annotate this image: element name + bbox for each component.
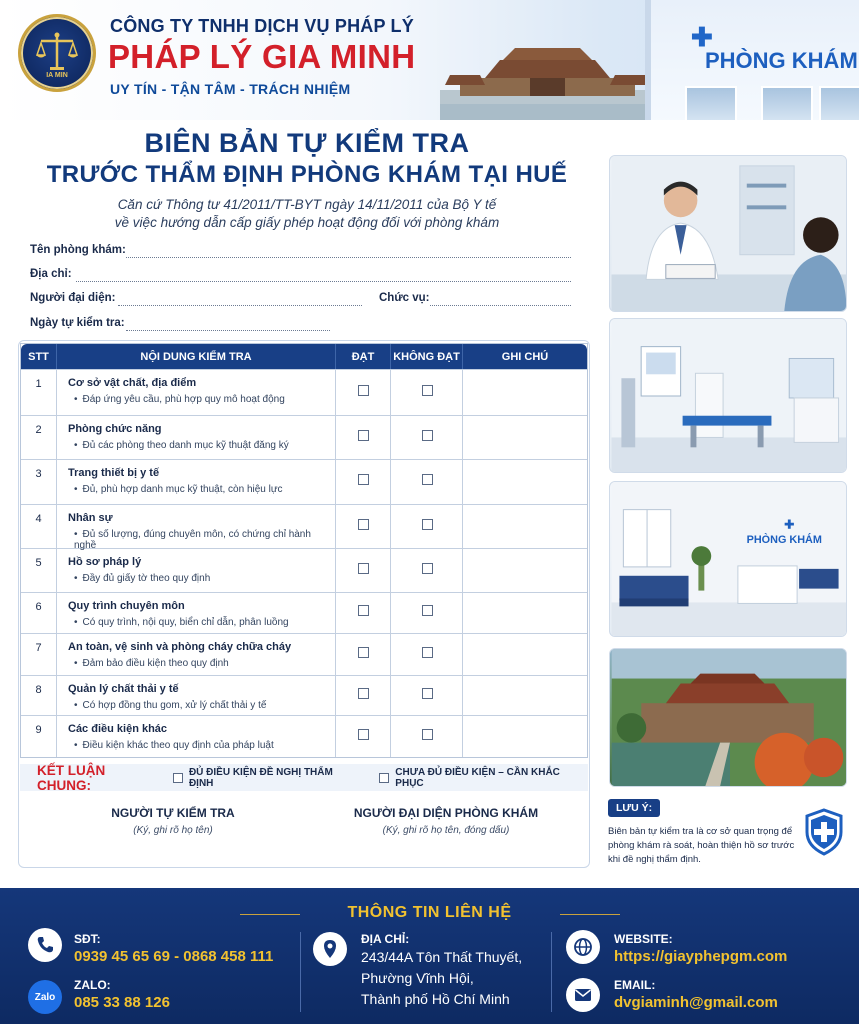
self-inspector-signature bbox=[53, 806, 293, 836]
table-row bbox=[21, 675, 587, 715]
company-slogan: UY TÍN - TẬN TÂM - TRÁCH NHIỆM bbox=[110, 81, 351, 97]
fail-cell bbox=[391, 460, 463, 504]
conclusion-label: KẾT LUẬN CHUNG: bbox=[37, 762, 106, 793]
note-cell[interactable] bbox=[463, 593, 587, 633]
address-line: Thành phố Hồ Chí Minh bbox=[361, 991, 510, 1007]
row-title: Các điều kiện khác bbox=[68, 723, 168, 735]
pass-cell bbox=[336, 549, 391, 592]
clinic-building-image bbox=[645, 0, 859, 120]
zalo-icon bbox=[28, 980, 62, 1014]
row-detail: • Đáp ứng yêu cầu, phù hợp quy mô hoạt động bbox=[68, 394, 335, 405]
row-content bbox=[57, 549, 336, 592]
email-icon bbox=[566, 978, 600, 1012]
pass-cell bbox=[336, 505, 391, 548]
company-brand: PHÁP LÝ GIA MINH bbox=[108, 38, 416, 75]
pass-cell bbox=[336, 416, 391, 459]
row-content bbox=[57, 716, 336, 757]
building-window bbox=[819, 86, 859, 120]
check-date-label: Ngày tự kiểm tra: bbox=[30, 317, 125, 329]
table-row bbox=[21, 592, 587, 633]
row-detail: • Đảm bảo điều kiện theo quy định bbox=[68, 658, 335, 669]
zalo-value[interactable]: 085 33 88 126 bbox=[74, 994, 170, 1011]
pass-checkbox[interactable] bbox=[358, 430, 369, 441]
hue-citadel-image bbox=[440, 30, 655, 120]
header-stt: STT bbox=[21, 344, 57, 369]
note-cell[interactable] bbox=[463, 716, 587, 757]
fail-checkbox[interactable] bbox=[422, 430, 433, 441]
pass-checkbox[interactable] bbox=[358, 519, 369, 530]
header-fail: KHÔNG ĐẠT bbox=[391, 344, 463, 369]
fail-cell bbox=[391, 370, 463, 415]
table-row bbox=[21, 459, 587, 504]
address-value bbox=[361, 947, 522, 1010]
row-number: 9 bbox=[21, 716, 57, 757]
fail-checkbox[interactable] bbox=[422, 563, 433, 574]
row-content bbox=[57, 676, 336, 715]
row-number: 4 bbox=[21, 505, 57, 548]
fail-checkbox[interactable] bbox=[422, 729, 433, 740]
table-row bbox=[21, 504, 587, 551]
note-cell[interactable] bbox=[463, 416, 587, 459]
email-link[interactable]: dvgiaminh@gmail.com bbox=[614, 994, 778, 1011]
pass-cell bbox=[336, 634, 391, 675]
pass-checkbox[interactable] bbox=[358, 474, 369, 485]
building-window bbox=[685, 86, 737, 120]
fail-checkbox[interactable] bbox=[422, 519, 433, 530]
check-date-field[interactable] bbox=[126, 330, 330, 331]
pass-checkbox[interactable] bbox=[358, 385, 369, 396]
svg-text:✚: ✚ bbox=[784, 517, 795, 532]
clinic-name-field[interactable] bbox=[126, 257, 571, 258]
note-cell[interactable] bbox=[463, 549, 587, 592]
address-label: Địa chỉ: bbox=[30, 268, 72, 280]
address-label: ĐỊA CHỈ: bbox=[361, 932, 410, 946]
company-logo bbox=[18, 14, 96, 92]
zalo-label: ZALO: bbox=[74, 978, 111, 992]
address-line: 243/44A Tôn Thất Thuyết, bbox=[361, 949, 523, 965]
table-row bbox=[21, 548, 587, 592]
fail-cell bbox=[391, 634, 463, 675]
eligible-checkbox[interactable] bbox=[173, 773, 183, 783]
eligible-option-label: ĐỦ ĐIỀU KIỆN ĐỀ NGHỊ THẨM ĐỊNH bbox=[188, 766, 333, 789]
fail-checkbox[interactable] bbox=[422, 385, 433, 396]
not-eligible-checkbox[interactable] bbox=[379, 773, 389, 783]
pass-checkbox[interactable] bbox=[358, 563, 369, 574]
pass-cell bbox=[336, 676, 391, 715]
table-header bbox=[21, 344, 587, 369]
phone-value[interactable]: 0939 45 65 69 - 0868 458 111 bbox=[74, 948, 274, 965]
pass-cell bbox=[336, 370, 391, 415]
note-cell[interactable] bbox=[463, 505, 587, 548]
note-cell[interactable] bbox=[463, 460, 587, 504]
representative-field[interactable] bbox=[118, 305, 362, 306]
legal-basis-line1: Căn cứ Thông tư 41/2011/TT-BYT ngày 14/11/2011 của Bộ Y tế bbox=[117, 197, 497, 212]
website-link[interactable]: https://giayphepgm.com bbox=[614, 948, 788, 965]
document-subtitle: TRƯỚC THẨM ĐỊNH PHÒNG KHÁM TẠI HUẾ bbox=[46, 161, 568, 188]
zalo-icon-text: Zalo bbox=[34, 991, 56, 1003]
table-row bbox=[21, 715, 587, 757]
fail-checkbox[interactable] bbox=[422, 647, 433, 658]
table-row bbox=[21, 369, 587, 415]
fail-cell bbox=[391, 593, 463, 633]
self-inspector-title: NGƯỜI TỰ KIỂM TRA bbox=[111, 806, 235, 820]
contact-title: THÔNG TIN LIÊN HỆ bbox=[347, 904, 512, 921]
note-label: LƯU Ý: bbox=[608, 799, 660, 817]
email-label: EMAIL: bbox=[614, 978, 656, 992]
pass-checkbox[interactable] bbox=[358, 605, 369, 616]
row-content bbox=[57, 370, 336, 415]
header-content: NỘI DUNG KIỂM TRA bbox=[57, 344, 336, 369]
row-content bbox=[57, 634, 336, 675]
medical-cross-icon: ✚ bbox=[691, 22, 713, 52]
row-content bbox=[57, 416, 336, 459]
row-title: Nhân sự bbox=[68, 512, 113, 524]
row-detail: • Đầy đủ giấy tờ theo quy định bbox=[68, 573, 335, 584]
row-content bbox=[57, 593, 336, 633]
footer-divider bbox=[551, 932, 552, 1012]
not-eligible-option-label: CHƯA ĐỦ ĐIỀU KIỆN – CẦN KHẮC PHỤC bbox=[395, 766, 560, 789]
inspection-table bbox=[20, 343, 588, 758]
row-number: 3 bbox=[21, 460, 57, 504]
row-detail: • Có hợp đồng thu gom, xử lý chất thải y tế bbox=[68, 700, 335, 711]
table-row bbox=[21, 415, 587, 459]
representative-label: Người đại diện: bbox=[30, 292, 116, 304]
note-box bbox=[604, 798, 854, 878]
building-window bbox=[761, 86, 813, 120]
clinic-name-label: Tên phòng khám: bbox=[30, 244, 126, 256]
pass-checkbox[interactable] bbox=[358, 688, 369, 699]
row-detail: • Đủ số lượng, đúng chuyên môn, có chứng chỉ hành nghề bbox=[68, 529, 335, 551]
contact-footer bbox=[0, 888, 859, 1024]
doctor-consultation-photo bbox=[609, 155, 847, 312]
page-header bbox=[0, 0, 859, 120]
footer-rule-right bbox=[560, 914, 620, 915]
representative-instruction: (Ký, ghi rõ họ tên, đóng dấu) bbox=[382, 825, 510, 836]
header-note: GHI CHÚ bbox=[501, 350, 549, 363]
document-title: BIÊN BẢN TỰ KIỂM TRA bbox=[144, 128, 470, 158]
fail-cell bbox=[391, 505, 463, 548]
row-detail: • Có quy trình, nội quy, biển chỉ dẫn, phân luồng bbox=[68, 617, 335, 628]
svg-text:PHÒNG KHÁM: PHÒNG KHÁM bbox=[746, 534, 822, 547]
fail-checkbox[interactable] bbox=[422, 688, 433, 699]
pass-checkbox[interactable] bbox=[358, 647, 369, 658]
address-line: Phường Vĩnh Hội, bbox=[361, 970, 474, 986]
representative-signature bbox=[326, 806, 566, 836]
scales-of-justice-icon bbox=[31, 27, 83, 79]
exam-room-photo bbox=[609, 318, 847, 473]
pass-checkbox[interactable] bbox=[358, 729, 369, 740]
pass-cell bbox=[336, 593, 391, 633]
clinic-reception-photo bbox=[609, 481, 847, 637]
fail-checkbox[interactable] bbox=[422, 474, 433, 485]
row-title: Trang thiết bị y tế bbox=[68, 467, 160, 479]
row-detail: • Điều kiện khác theo quy định của pháp luật bbox=[68, 740, 335, 751]
note-cell[interactable] bbox=[463, 370, 587, 415]
row-number: 6 bbox=[21, 593, 57, 633]
location-pin-icon bbox=[313, 932, 347, 966]
row-number: 7 bbox=[21, 634, 57, 675]
position-label: Chức vụ: bbox=[379, 292, 430, 304]
conclusion-bar bbox=[20, 764, 588, 791]
row-content bbox=[57, 460, 336, 504]
row-title: Cơ sở vật chất, địa điểm bbox=[68, 377, 197, 389]
row-title: An toàn, vệ sinh và phòng cháy chữa cháy bbox=[68, 641, 292, 653]
phone-icon bbox=[28, 928, 62, 962]
fail-cell bbox=[391, 416, 463, 459]
legal-basis-line2: về việc hướng dẫn cấp giấy phép hoạt động đối với phòng khám bbox=[114, 215, 500, 230]
hue-citadel-aerial-photo bbox=[609, 648, 847, 787]
pass-cell bbox=[336, 716, 391, 757]
row-number: 8 bbox=[21, 676, 57, 715]
note-cell[interactable] bbox=[463, 634, 587, 675]
row-title: Quản lý chất thải y tế bbox=[68, 683, 179, 695]
fail-checkbox[interactable] bbox=[422, 605, 433, 616]
note-cell[interactable] bbox=[463, 676, 587, 715]
header-pass: ĐẠT bbox=[336, 344, 391, 369]
row-title: Quy trình chuyên môn bbox=[68, 600, 185, 612]
phone-label: SĐT: bbox=[74, 932, 101, 946]
row-title: Hồ sơ pháp lý bbox=[68, 556, 142, 568]
company-type: CÔNG TY TNHH DỊCH VỤ PHÁP LÝ bbox=[110, 16, 414, 36]
website-label: WEBSITE: bbox=[614, 932, 673, 946]
row-number: 5 bbox=[21, 549, 57, 592]
self-inspector-instruction: (Ký, ghi rõ họ tên) bbox=[133, 825, 213, 836]
legal-basis bbox=[0, 196, 614, 232]
medical-shield-icon bbox=[804, 808, 844, 856]
building-sign: PHÒNG KHÁM bbox=[705, 48, 858, 73]
representative-title: NGƯỜI ĐẠI DIỆN PHÒNG KHÁM bbox=[353, 806, 539, 820]
row-detail: • Đủ, phù hợp danh mục kỹ thuật, còn hiệu lực bbox=[68, 484, 335, 495]
row-content bbox=[57, 505, 336, 551]
footer-divider bbox=[300, 932, 301, 1012]
fail-cell bbox=[391, 716, 463, 757]
row-title: Phòng chức năng bbox=[68, 423, 162, 435]
svg-text:IA MIN: IA MIN bbox=[46, 72, 68, 79]
pass-cell bbox=[336, 460, 391, 504]
table-row bbox=[21, 633, 587, 675]
fail-cell bbox=[391, 676, 463, 715]
globe-icon bbox=[566, 930, 600, 964]
row-number: 2 bbox=[21, 416, 57, 459]
row-detail: • Đủ các phòng theo danh mục kỹ thuật đăng ký bbox=[68, 440, 335, 451]
address-field[interactable] bbox=[76, 281, 571, 282]
position-field[interactable] bbox=[430, 305, 571, 306]
note-text: Biên bản tự kiểm tra là cơ sở quan trọng để phòng khám rà soát, hoàn thiện hồ sơ trước khi đề nghị thẩm định. bbox=[608, 826, 795, 865]
row-number: 1 bbox=[21, 370, 57, 415]
fail-cell bbox=[391, 549, 463, 592]
